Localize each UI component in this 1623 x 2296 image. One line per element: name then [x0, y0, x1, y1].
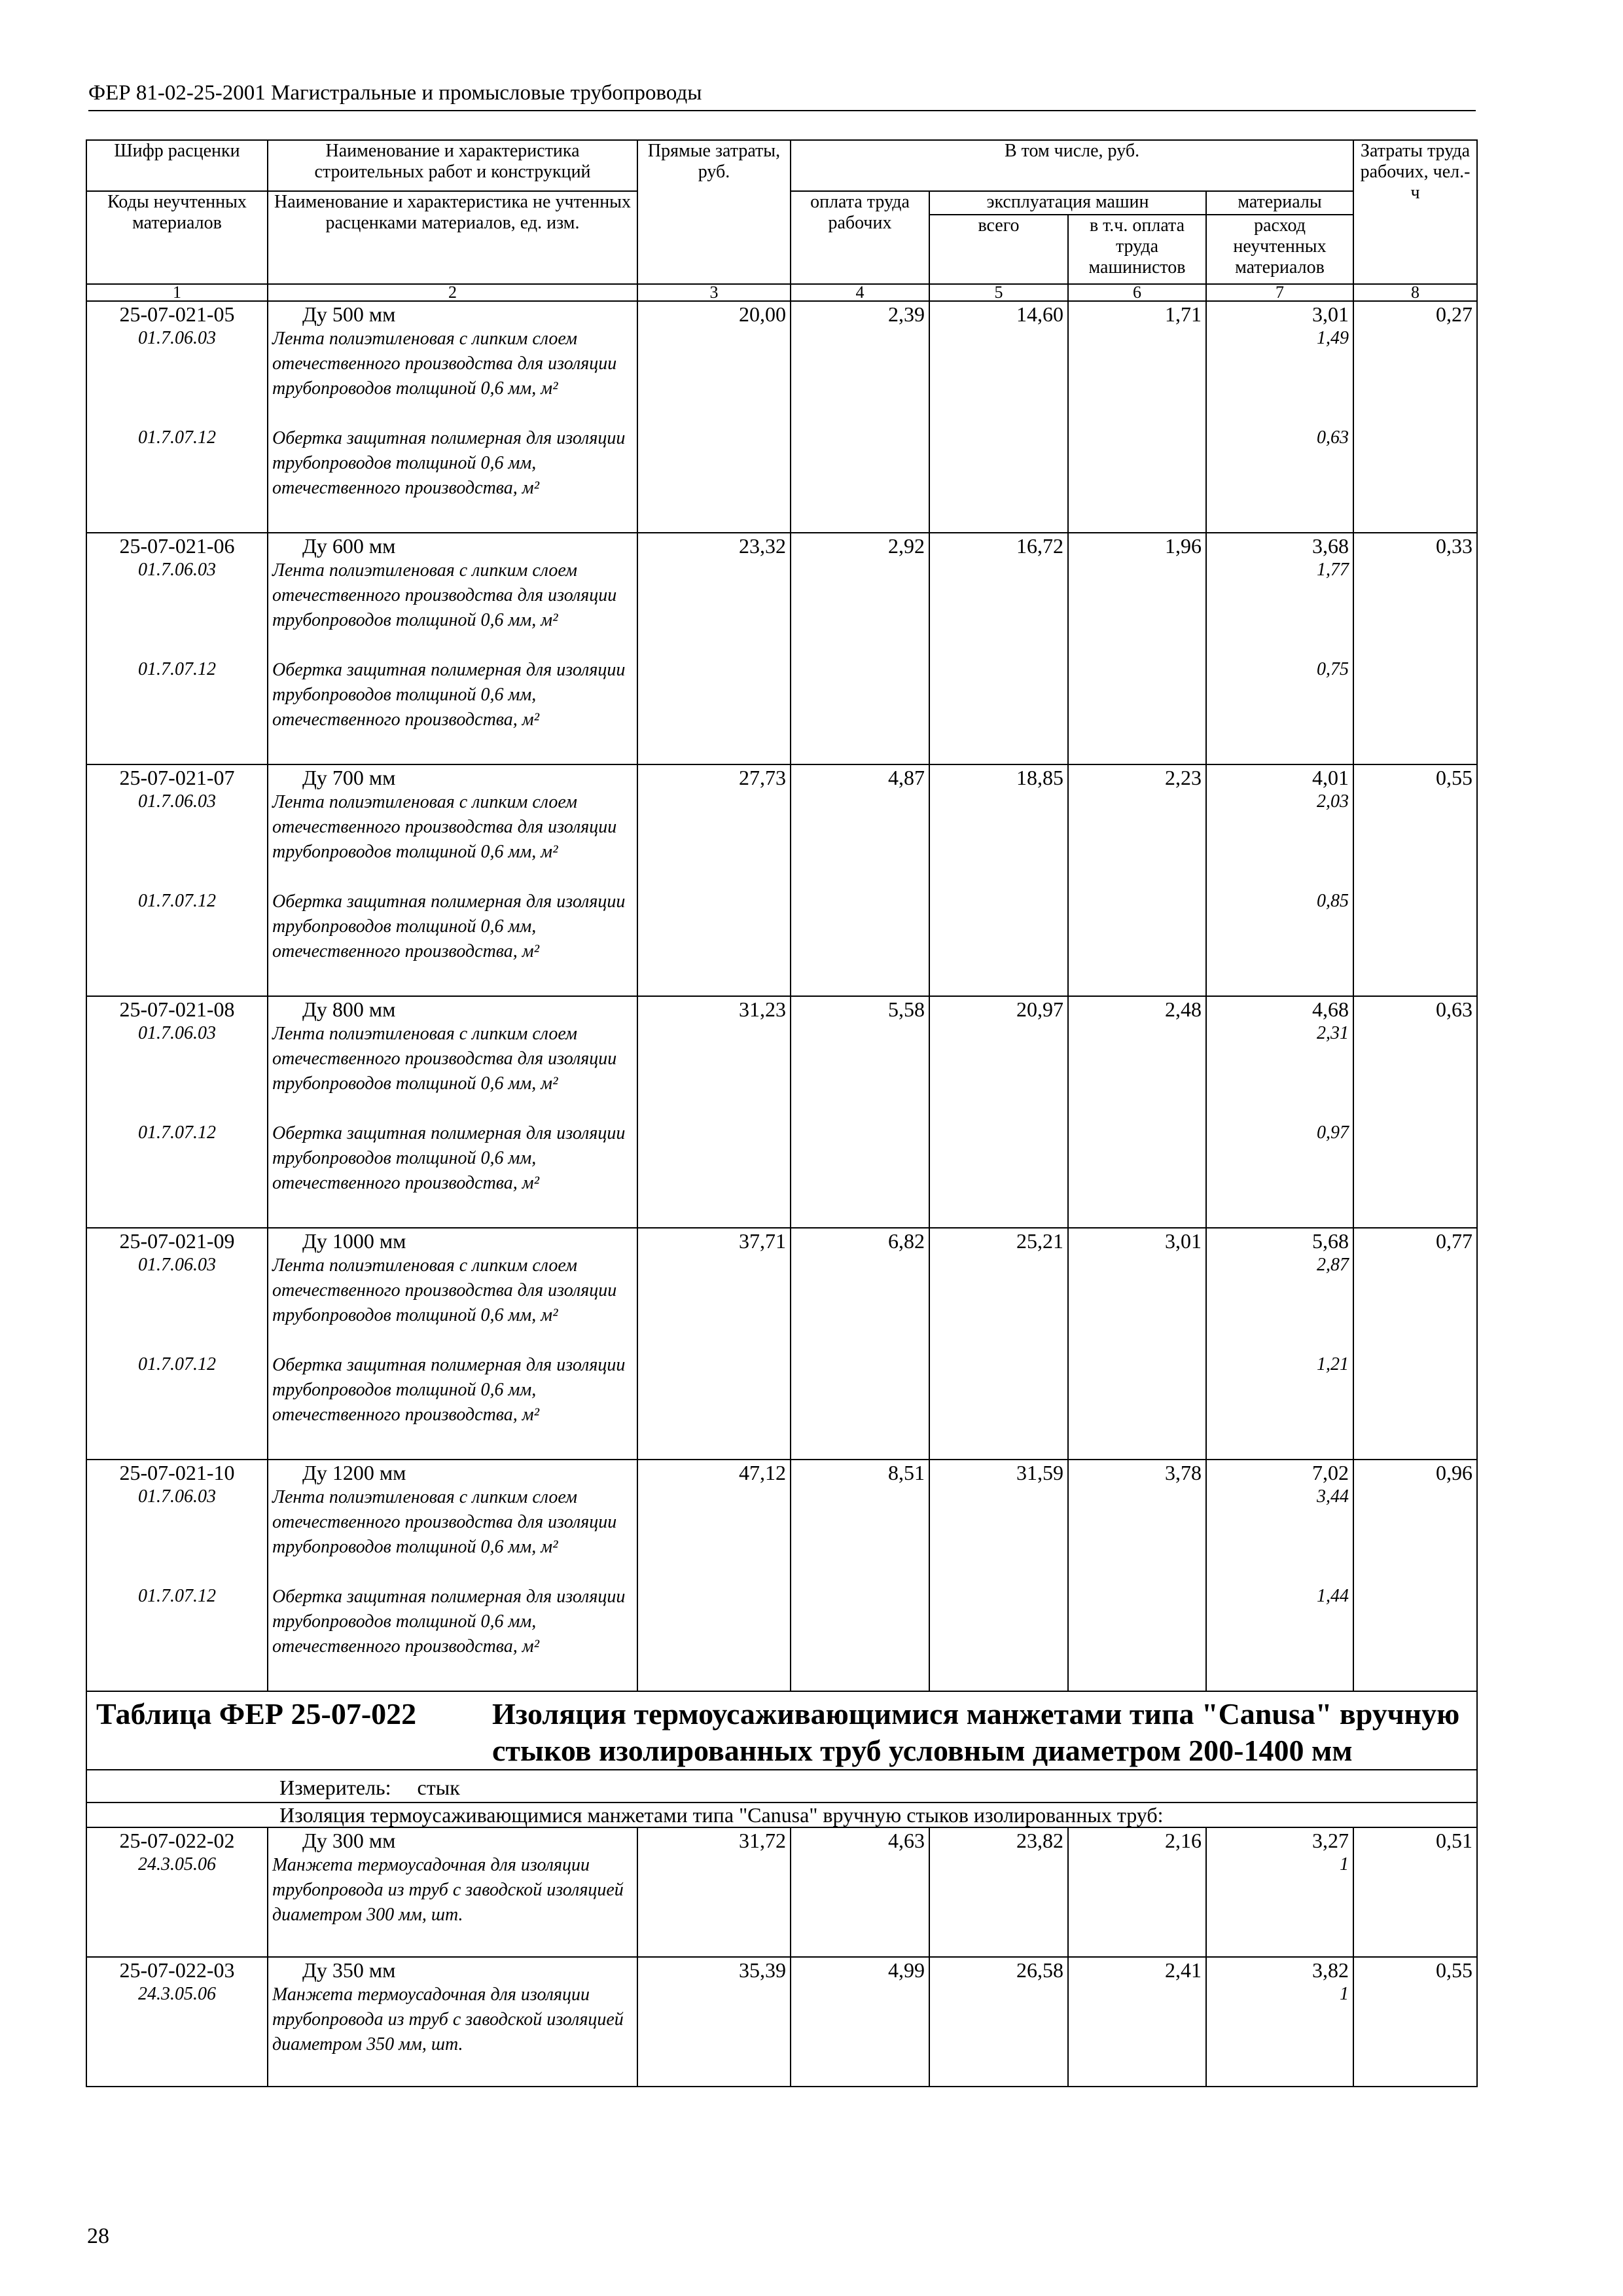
labor-hours: 0,63	[1436, 997, 1473, 1021]
labor-hours: 0,55	[1436, 1958, 1473, 1982]
material-code: 01.7.06.03	[138, 1023, 216, 1043]
labor-pay: 4,99	[888, 1958, 925, 1982]
rate-code: 25-07-021-09	[119, 1229, 235, 1253]
material-name: Лента полиэтиленовая с липким слоем отечественного производства для изоляции трубопроводов толщиной 0,6 мм, м²	[272, 560, 617, 630]
measure-value: стык	[417, 1776, 460, 1799]
machines-total: 14,60	[1016, 302, 1063, 326]
material-name: Манжета термоусадочная для изоляции трубопровода из труб с заводской изоляцией диаметром 300 мм, шт.	[272, 1855, 624, 1925]
table-row	[86, 1228, 1477, 1460]
direct-cost: 31,23	[739, 997, 786, 1021]
labor-pay: 5,58	[888, 997, 925, 1021]
work-name: Ду 1000 мм	[302, 1229, 406, 1253]
machinist-pay: 3,01	[1165, 1229, 1202, 1253]
col-number: 3	[637, 284, 791, 301]
rate-code: 25-07-021-08	[119, 997, 235, 1021]
material-code: 01.7.06.03	[138, 1255, 216, 1275]
col-labor-pay: оплата труда рабочих	[791, 191, 929, 284]
material-name: Лента полиэтиленовая с липким слоем отечественного производства для изоляции трубопроводов толщиной 0,6 мм, м²	[272, 329, 617, 399]
col-machinist-pay: в т.ч. оплата труда машинистов	[1068, 215, 1206, 284]
col-name-bottom: Наименование и характеристика не учтенных расценками материалов, ед. изм.	[268, 191, 637, 284]
work-name: Ду 600 мм	[302, 534, 396, 558]
material-code: 01.7.07.12	[138, 1354, 216, 1374]
machines-total: 25,21	[1016, 1229, 1063, 1253]
materials-cost: 4,01	[1312, 766, 1349, 789]
rate-code: 25-07-021-10	[119, 1461, 235, 1484]
direct-cost: 31,72	[739, 1829, 786, 1852]
machinist-pay: 2,48	[1165, 997, 1202, 1021]
material-consumption: 0,63	[1317, 427, 1349, 448]
col-labor: Затраты труда рабочих, чел.-ч	[1353, 140, 1477, 284]
machines-total: 16,72	[1016, 534, 1063, 558]
material-consumption: 0,75	[1317, 659, 1349, 679]
machinist-pay: 1,71	[1165, 302, 1202, 326]
table-row	[86, 764, 1477, 996]
table-header	[86, 140, 1477, 301]
machines-total: 23,82	[1016, 1829, 1063, 1852]
table-row	[86, 1957, 1477, 2087]
materials-cost: 3,27	[1312, 1829, 1349, 1852]
material-consumption: 2,31	[1317, 1023, 1349, 1043]
labor-hours: 0,96	[1436, 1461, 1473, 1484]
material-consumption: 2,87	[1317, 1255, 1349, 1275]
material-consumption: 1,44	[1317, 1586, 1349, 1606]
material-name: Обертка защитная полимерная для изоляции трубопроводов толщиной 0,6 мм, отечественного производства, м²	[272, 660, 626, 730]
col-name-top: Наименование и характеристика строительных работ и конструкций	[268, 140, 637, 191]
direct-cost: 20,00	[739, 302, 786, 326]
col-materials: материалы	[1206, 191, 1353, 215]
rate-code: 25-07-021-06	[119, 534, 235, 558]
machinist-pay: 1,96	[1165, 534, 1202, 558]
rate-code: 25-07-022-02	[119, 1829, 235, 1852]
machinist-pay: 2,41	[1165, 1958, 1202, 1982]
table-row	[86, 996, 1477, 1228]
material-consumption: 3,44	[1317, 1486, 1349, 1507]
direct-cost: 47,12	[739, 1461, 786, 1484]
col-number: 7	[1206, 284, 1353, 301]
work-name: Ду 800 мм	[302, 997, 396, 1021]
col-number: 2	[268, 284, 637, 301]
material-consumption: 0,97	[1317, 1122, 1349, 1143]
material-name: Лента полиэтиленовая с липким слоем отечественного производства для изоляции трубопроводов толщиной 0,6 мм, м²	[272, 1487, 617, 1557]
material-name: Обертка защитная полимерная для изоляции трубопроводов толщиной 0,6 мм, отечественного производства, м²	[272, 1123, 626, 1193]
col-machines: эксплуатация машин	[929, 191, 1206, 215]
material-code: 01.7.07.12	[138, 427, 216, 448]
material-consumption: 1	[1340, 1854, 1349, 1874]
materials-cost: 3,68	[1312, 534, 1349, 558]
rate-code: 25-07-021-07	[119, 766, 235, 789]
work-name: Ду 1200 мм	[302, 1461, 406, 1484]
material-code: 24.3.05.06	[138, 1854, 216, 1874]
table-label: Таблица ФЕР 25-07-022	[96, 1697, 417, 1731]
material-consumption: 1,49	[1317, 328, 1349, 348]
work-name: Ду 300 мм	[302, 1829, 396, 1852]
material-name: Манжета термоусадочная для изоляции трубопровода из труб с заводской изоляцией диаметром 350 мм, шт.	[272, 1984, 624, 2054]
col-number: 6	[1068, 284, 1206, 301]
labor-hours: 0,51	[1436, 1829, 1473, 1852]
materials-cost: 3,01	[1312, 302, 1349, 326]
work-name: Ду 700 мм	[302, 766, 396, 789]
labor-pay: 4,87	[888, 766, 925, 789]
machines-total: 20,97	[1016, 997, 1063, 1021]
material-name: Обертка защитная полимерная для изоляции трубопроводов толщиной 0,6 мм, отечественного производства, м²	[272, 1355, 626, 1425]
col-number: 8	[1353, 284, 1477, 301]
labor-hours: 0,27	[1436, 302, 1473, 326]
measure-label: Измеритель:	[279, 1776, 391, 1799]
col-incl: В том числе, руб.	[791, 140, 1353, 191]
material-consumption: 1,77	[1317, 560, 1349, 580]
labor-hours: 0,33	[1436, 534, 1473, 558]
work-name: Ду 350 мм	[302, 1958, 396, 1982]
table-row	[86, 1827, 1477, 1957]
labor-pay: 6,82	[888, 1229, 925, 1253]
work-name: Ду 500 мм	[302, 302, 396, 326]
machines-total: 18,85	[1016, 766, 1063, 789]
labor-pay: 2,92	[888, 534, 925, 558]
table-ferr-25-07-022	[86, 1691, 1477, 1827]
rate-code: 25-07-022-03	[119, 1958, 235, 1982]
material-code: 24.3.05.06	[138, 1984, 216, 2004]
col-number: 5	[929, 284, 1068, 301]
col-total: всего	[929, 215, 1068, 284]
col-consumption: расход неучтенных материалов	[1206, 215, 1353, 284]
rates-body-022	[86, 1827, 1477, 2087]
table-row	[86, 1460, 1477, 1691]
table-row	[86, 533, 1477, 764]
material-code: 01.7.06.03	[138, 1486, 216, 1507]
machines-total: 31,59	[1016, 1461, 1063, 1484]
material-code: 01.7.06.03	[138, 328, 216, 348]
labor-hours: 0,55	[1436, 766, 1473, 789]
machinist-pay: 3,78	[1165, 1461, 1202, 1484]
machinist-pay: 2,16	[1165, 1829, 1202, 1852]
materials-cost: 5,68	[1312, 1229, 1349, 1253]
material-code: 01.7.06.03	[138, 791, 216, 812]
col-number: 1	[86, 284, 268, 301]
col-direct: Прямые затраты, руб.	[637, 140, 791, 284]
labor-pay: 2,39	[888, 302, 925, 326]
rates-body-021	[86, 301, 1477, 1691]
rates-table	[86, 139, 1478, 2087]
material-code: 01.7.07.12	[138, 1122, 216, 1143]
labor-pay: 8,51	[888, 1461, 925, 1484]
materials-cost: 4,68	[1312, 997, 1349, 1021]
material-code: 01.7.06.03	[138, 560, 216, 580]
machinist-pay: 2,23	[1165, 766, 1202, 789]
material-code: 01.7.07.12	[138, 1586, 216, 1606]
col-codes: Коды неучтенных материалов	[86, 191, 268, 284]
material-code: 01.7.07.12	[138, 659, 216, 679]
material-name: Лента полиэтиленовая с липким слоем отечественного производства для изоляции трубопроводов толщиной 0,6 мм, м²	[272, 792, 617, 862]
group-intro: Изоляция термоусаживающимися манжетами типа "Canusa" вручную стыков изолированных труб:	[86, 1803, 1477, 1827]
material-name: Лента полиэтиленовая с липким слоем отечественного производства для изоляции трубопроводов толщиной 0,6 мм, м²	[272, 1255, 617, 1325]
page-number: 28	[87, 2224, 109, 2248]
material-name: Обертка защитная полимерная для изоляции трубопроводов толщиной 0,6 мм, отечественного производства, м²	[272, 891, 626, 961]
direct-cost: 27,73	[739, 766, 786, 789]
materials-cost: 7,02	[1312, 1461, 1349, 1484]
direct-cost: 23,32	[739, 534, 786, 558]
material-consumption: 1,21	[1317, 1354, 1349, 1374]
page-header: ФЕР 81-02-25-2001 Магистральные и промысловые трубопроводы	[88, 79, 1476, 111]
material-consumption: 1	[1340, 1984, 1349, 2004]
material-consumption: 2,03	[1317, 791, 1349, 812]
material-code: 01.7.07.12	[138, 891, 216, 911]
direct-cost: 35,39	[739, 1958, 786, 1982]
material-consumption: 0,85	[1317, 891, 1349, 911]
col-cipher: Шифр расценки	[86, 140, 268, 191]
table-row	[86, 301, 1477, 533]
col-number: 4	[791, 284, 929, 301]
table-title: Изоляция термоусаживающимися манжетами типа "Canusa" вручную стыков изолированных труб условным диаметром 200-1400 мм	[492, 1697, 1460, 1767]
material-name: Обертка защитная полимерная для изоляции трубопроводов толщиной 0,6 мм, отечественного производства, м²	[272, 428, 626, 498]
direct-cost: 37,71	[739, 1229, 786, 1253]
material-name: Обертка защитная полимерная для изоляции трубопроводов толщиной 0,6 мм, отечественного производства, м²	[272, 1587, 626, 1657]
labor-hours: 0,77	[1436, 1229, 1473, 1253]
rate-code: 25-07-021-05	[119, 302, 235, 326]
labor-pay: 4,63	[888, 1829, 925, 1852]
material-name: Лента полиэтиленовая с липким слоем отечественного производства для изоляции трубопроводов толщиной 0,6 мм, м²	[272, 1024, 617, 1094]
materials-cost: 3,82	[1312, 1958, 1349, 1982]
machines-total: 26,58	[1016, 1958, 1063, 1982]
